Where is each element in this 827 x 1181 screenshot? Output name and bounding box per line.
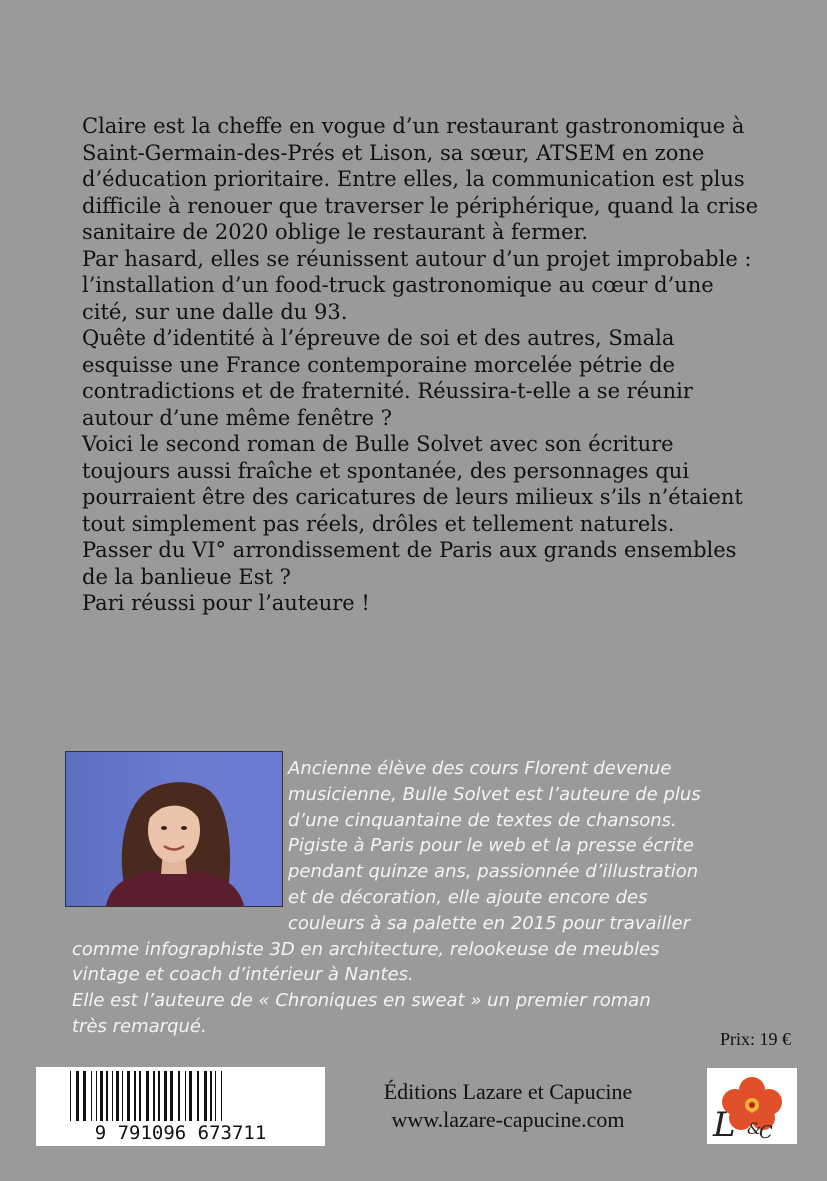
bio-line: Elle est l’auteure de « Chroniques en sweat » un premier roman [72, 990, 651, 1012]
logo-ampersand: & [747, 1119, 762, 1138]
barcode-bar [178, 1071, 180, 1121]
blurb-line: Saint-Germain-des-Prés et Lison, sa sœur, ATSEM en zone [82, 140, 705, 165]
barcode-bars [36, 1067, 325, 1123]
barcode-bar [170, 1071, 173, 1121]
blurb-line: contradictions et de fraternité. Réussira-t-elle a se réunir [82, 379, 693, 403]
bio-line: comme infographiste 3D en architecture, relookeuse de meubles [72, 938, 660, 960]
isbn-digits: 9 791096 673711 [94, 1122, 267, 1144]
logo-letter-l: L [713, 1105, 736, 1144]
bio-line: très remarqué. [72, 1015, 207, 1037]
barcode-bar [134, 1071, 136, 1121]
barcode-bar [116, 1071, 119, 1121]
barcode-bar [122, 1071, 123, 1121]
barcode-bar [210, 1071, 212, 1121]
blurb-line: de la banlieue Est ? [82, 564, 291, 589]
blurb-line: Voici le second roman de Bulle Solvet avec son écriture [82, 432, 674, 456]
barcode-bar [221, 1071, 222, 1121]
blurb-line: Quête d’identité à l’épreuve de soi et des autres, Smala [82, 326, 675, 350]
bio-line: Pigiste à Paris pour le web et la presse écrite [288, 835, 694, 857]
bio-line: vintage et coach d’intérieur à Nantes. [72, 964, 414, 986]
blurb-line: sanitaire de 2020 oblige le restaurant à fermer. [82, 220, 589, 244]
barcode-bar [215, 1071, 216, 1121]
blurb-line: cité, sur une dalle du 93. [82, 299, 348, 324]
barcode-bar [204, 1071, 207, 1121]
bio-line: musicienne, Bulle Solvet est l’auteure de plus [288, 783, 701, 805]
bio-line: couleurs à sa palette en 2015 pour travailler [288, 912, 690, 934]
blurb-line: l’installation d’un food-truck gastronomique au cœur d’une [82, 273, 714, 297]
barcode-bar [127, 1071, 130, 1121]
barcode-bar [185, 1071, 186, 1121]
blurb-line: Passer du VI° arrondissement de Paris aux grands ensembles [82, 538, 737, 562]
barcode-bar [146, 1071, 149, 1121]
barcode-bar [112, 1071, 113, 1121]
bio-line: pendant quinze ans, passionnée d’illustration [288, 861, 699, 883]
barcode-bar [91, 1071, 92, 1121]
blurb-line: Pari réussi pour l’auteure ! [82, 591, 370, 615]
blurb-line: tout simplement pas réels, drôles et tellement naturels. [82, 511, 675, 536]
price-label: Prix: 19 € [719, 1029, 791, 1049]
author-biography [72, 756, 772, 1040]
barcode-bar [96, 1071, 97, 1121]
barcode-bar [189, 1071, 192, 1121]
blurb-line: Par hasard, elles se réunissent autour d’un projet improbable : [82, 246, 752, 271]
barcode-bar [139, 1071, 141, 1121]
bio-line: et de décoration, elle ajoute encore des [288, 886, 648, 908]
blurb-line: autour d’une même fenêtre ? [82, 405, 392, 430]
blurb-line: difficile à renouer que traverser le périphérique, quand la crise [82, 193, 759, 218]
nasturtium-flower-icon [707, 1068, 797, 1144]
blurb-line: toujours aussi fraîche et spontanée, des personnages qui [82, 458, 690, 483]
barcode-bar [83, 1071, 86, 1121]
blurb-line: d’éducation prioritaire. Entre elles, la communication est plus [82, 167, 745, 191]
barcode-bar [158, 1071, 160, 1121]
barcode-bar [70, 1071, 71, 1121]
publisher-logo [707, 1068, 797, 1144]
isbn-barcode [36, 1067, 325, 1146]
bio-line: Ancienne élève des cours Florent devenue [288, 758, 672, 779]
publisher-block [338, 1078, 678, 1134]
barcode-bar [153, 1071, 155, 1121]
blurb-line: pourraient être des caricatures de leurs milieux s’ils n’étaient [82, 485, 743, 509]
back-cover-blurb [82, 113, 802, 617]
barcode-bar [76, 1071, 79, 1121]
barcode-bar [100, 1071, 103, 1121]
bio-line: d’une cinquantaine de textes de chansons. [288, 809, 677, 831]
barcode-bar [197, 1071, 199, 1121]
logo-letter-c: C [759, 1122, 773, 1143]
publisher-name: Éditions Lazare et Capucine [383, 1079, 633, 1104]
blurb-line: Claire est la cheffe en vogue d’un restaurant gastronomique à [82, 114, 745, 138]
blurb-line: esquisse une France contemporaine morcelée pétrie de [82, 352, 675, 377]
barcode-bar [164, 1071, 167, 1121]
barcode-bar [106, 1071, 108, 1121]
publisher-website: www.lazare-capucine.com [391, 1107, 625, 1132]
